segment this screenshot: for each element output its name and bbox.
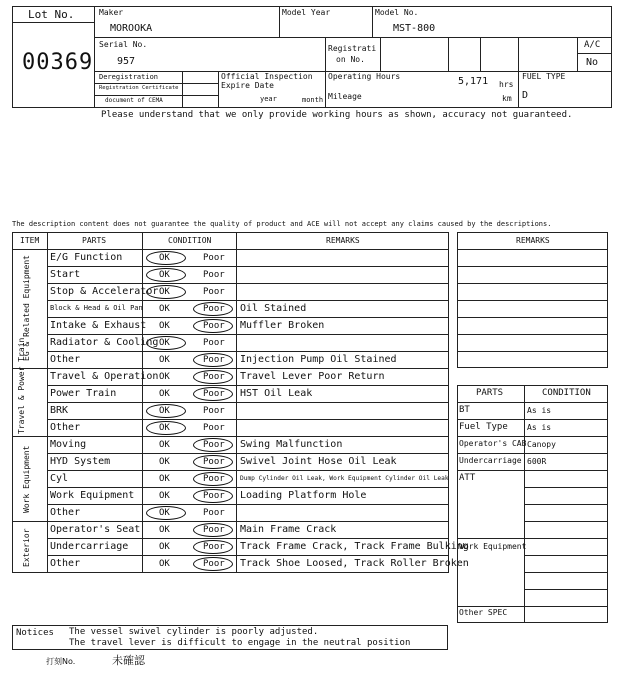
- inspection-part: Other: [50, 422, 81, 433]
- inspection-part: Block & Head & Oil Pan: [50, 304, 143, 312]
- group-label-work: Work Equipment: [22, 445, 31, 513]
- inspection-remark: Track Frame Crack, Track Frame Bulking: [240, 541, 469, 552]
- ok-selected-circle: [146, 506, 186, 520]
- poor-option: Poor: [203, 423, 225, 433]
- serial-label: Serial No.: [99, 40, 148, 49]
- poor-selected-circle: [193, 523, 233, 537]
- poor-option: Poor: [203, 321, 225, 331]
- poor-selected-circle: [193, 353, 233, 367]
- poor-selected-circle: [193, 455, 233, 469]
- poor-option: Poor: [203, 270, 225, 280]
- spec-condition: Canopy: [527, 440, 556, 449]
- ok-selected-circle: [146, 251, 186, 265]
- notices-label: Notices: [16, 628, 54, 638]
- inspection-remark: Dump Cylinder Oil Leak, Work Equipment Cylinder Oil Leak: [240, 475, 449, 482]
- inspection-part: Stop & Accelerator: [50, 286, 159, 297]
- ok-option: OK: [159, 440, 170, 450]
- group-label-travel: Travel & Power Train: [17, 337, 26, 434]
- spec-part: BT: [459, 405, 470, 415]
- registration-label-2: on No.: [336, 55, 365, 64]
- group-label-eg: EG & Related Equipment: [22, 255, 31, 362]
- poor-option: Poor: [203, 338, 225, 348]
- poor-option: Poor: [203, 355, 225, 365]
- spec-condition: 600R: [527, 457, 547, 466]
- hours-disclaimer: Please understand that we only provide working hours as shown, accuracy not guaranteed.: [101, 110, 573, 120]
- spec-other-label: Other SPEC: [459, 608, 508, 617]
- spec-part: Operator's CAB: [459, 439, 527, 448]
- stamp-label: 打刻No.: [46, 657, 76, 666]
- notices-line-1: The vessel swivel cylinder is poorly adjusted.: [69, 627, 319, 637]
- ok-option: OK: [159, 389, 170, 399]
- ok-option: OK: [159, 542, 170, 552]
- inspection-part: Intake & Exhaust: [50, 320, 147, 331]
- inspection-part: Cyl: [50, 473, 69, 484]
- inspection-remark: Travel Lever Poor Return: [240, 371, 385, 382]
- deregistration-label: Deregistration: [99, 73, 159, 81]
- ok-option: OK: [159, 406, 170, 416]
- ok-option: OK: [159, 525, 170, 535]
- inspection-part: BRK: [50, 405, 69, 416]
- ok-option: OK: [159, 491, 170, 501]
- ok-selected-circle: [146, 285, 186, 299]
- poor-option: Poor: [203, 559, 225, 569]
- poor-selected-circle: [193, 370, 233, 384]
- spec-condition-header: CONDITION: [542, 388, 591, 398]
- inspection-remark: Injection Pump Oil Stained: [240, 354, 397, 365]
- inspection-part: Start: [50, 269, 81, 280]
- spec-part: Fuel Type: [459, 422, 508, 432]
- poor-option: Poor: [203, 304, 225, 314]
- ok-option: OK: [159, 304, 170, 314]
- fuel-type-label: FUEL TYPE: [522, 72, 566, 81]
- registration-label: Registrati: [328, 44, 377, 53]
- ok-option: OK: [159, 559, 170, 569]
- poor-selected-circle: [193, 302, 233, 316]
- ok-option: OK: [159, 372, 170, 382]
- stamp-value: 未確認: [112, 654, 145, 667]
- inspection-label-2: Expire Date: [221, 81, 274, 90]
- inspection-remark: Loading Platform Hole: [240, 490, 367, 501]
- inspection-remark: HST Oil Leak: [240, 388, 313, 399]
- ok-option: OK: [159, 338, 170, 348]
- poor-selected-circle: [193, 557, 233, 571]
- spec-parts-header: PARTS: [476, 388, 504, 398]
- mileage-label: Mileage: [328, 92, 362, 101]
- ok-option: OK: [159, 287, 170, 297]
- ac-value: No: [586, 57, 599, 68]
- ok-selected-circle: [146, 421, 186, 435]
- spec-part: ATT: [459, 473, 476, 483]
- poor-selected-circle: [193, 540, 233, 554]
- description-disclaimer: The description content does not guarantee the quality of product and ACE will not accept any claims caused by the descriptions.: [12, 220, 552, 228]
- inspection-part: Work Equipment: [50, 490, 135, 501]
- inspection-part: Travel & Operation: [50, 371, 159, 382]
- month-label: month: [302, 96, 324, 104]
- lot-number: 00369: [22, 50, 94, 75]
- inspection-part: Power Train: [50, 388, 117, 399]
- side-remarks-header: REMARKS: [516, 236, 550, 245]
- poor-option: Poor: [203, 372, 225, 382]
- lot-label: Lot No.: [28, 8, 75, 21]
- inspection-part: Radiator & Cooling: [50, 337, 159, 348]
- inspection-part: E/G Function: [50, 252, 123, 263]
- ok-option: OK: [159, 474, 170, 484]
- inspection-remark: Swing Malfunction: [240, 439, 343, 450]
- spec-part: Undercarriage: [459, 456, 522, 465]
- poor-selected-circle: [193, 472, 233, 486]
- inspection-part: Undercarriage: [50, 541, 129, 552]
- inspection-part: Operator's Seat: [50, 524, 141, 535]
- poor-option: Poor: [203, 457, 225, 467]
- inspection-part: Moving: [50, 439, 87, 450]
- ok-option: OK: [159, 270, 170, 280]
- model-no-label: Model No.: [375, 8, 419, 17]
- poor-option: Poor: [203, 542, 225, 552]
- remarks-header: REMARKS: [326, 236, 360, 245]
- model-no-value: MST-800: [393, 23, 436, 34]
- ok-selected-circle: [146, 404, 186, 418]
- ok-option: OK: [159, 321, 170, 331]
- ok-option: OK: [159, 508, 170, 518]
- operating-hours-value: 5,171: [458, 76, 489, 87]
- poor-option: Poor: [203, 525, 225, 535]
- notices-line-2: The travel lever is difficult to engage in the neutral position: [69, 638, 411, 648]
- poor-option: Poor: [203, 253, 225, 263]
- ok-selected-circle: [146, 336, 186, 350]
- hrs-unit: hrs: [499, 80, 514, 89]
- parts-header: PARTS: [82, 236, 107, 245]
- maker-value: MOROOKA: [110, 23, 153, 34]
- ok-option: OK: [159, 457, 170, 467]
- maker-label: Maker: [99, 8, 124, 17]
- poor-option: Poor: [203, 440, 225, 450]
- poor-selected-circle: [193, 489, 233, 503]
- poor-selected-circle: [193, 438, 233, 452]
- inspection-remark: Swivel Joint Hose Oil Leak: [240, 456, 397, 467]
- spec-condition: As is: [527, 423, 552, 432]
- reg-certificate-label: Registration Certificate: [99, 85, 179, 91]
- operating-hours-label: Operating Hours: [328, 72, 401, 81]
- inspection-remark: Muffler Broken: [240, 320, 325, 331]
- poor-option: Poor: [203, 406, 225, 416]
- item-header: ITEM: [20, 236, 40, 245]
- fuel-type-value: D: [522, 90, 529, 101]
- poor-option: Poor: [203, 491, 225, 501]
- inspection-part: HYD System: [50, 456, 111, 467]
- spec-condition: As is: [527, 406, 552, 415]
- ok-option: OK: [159, 355, 170, 365]
- poor-option: Poor: [203, 474, 225, 484]
- ok-option: OK: [159, 423, 170, 433]
- poor-option: Poor: [203, 389, 225, 399]
- inspection-remark: Main Frame Crack: [240, 524, 337, 535]
- ac-label: A/C: [584, 40, 601, 50]
- inspection-part: Other: [50, 507, 81, 518]
- poor-option: Poor: [203, 287, 225, 297]
- model-year-label: Model Year: [282, 8, 331, 17]
- inspection-label: Official Inspection: [221, 72, 313, 81]
- poor-option: Poor: [203, 508, 225, 518]
- poor-selected-circle: [193, 319, 233, 333]
- ok-selected-circle: [146, 268, 186, 282]
- year-label: year: [260, 95, 277, 103]
- inspection-remark: Oil Stained: [240, 303, 307, 314]
- ok-option: OK: [159, 253, 170, 263]
- inspection-remark: Track Shoe Loosed, Track Roller Broken: [240, 558, 469, 569]
- cema-label: document of CEMA: [105, 97, 163, 104]
- serial-value: 957: [117, 56, 136, 67]
- condition-header: CONDITION: [168, 236, 212, 245]
- spec-work-equipment-label: Work Equipment: [459, 542, 527, 551]
- poor-selected-circle: [193, 387, 233, 401]
- group-label-exterior: Exterior: [22, 528, 31, 567]
- inspection-part: Other: [50, 558, 81, 569]
- inspection-part: Other: [50, 354, 81, 365]
- km-unit: km: [502, 94, 512, 103]
